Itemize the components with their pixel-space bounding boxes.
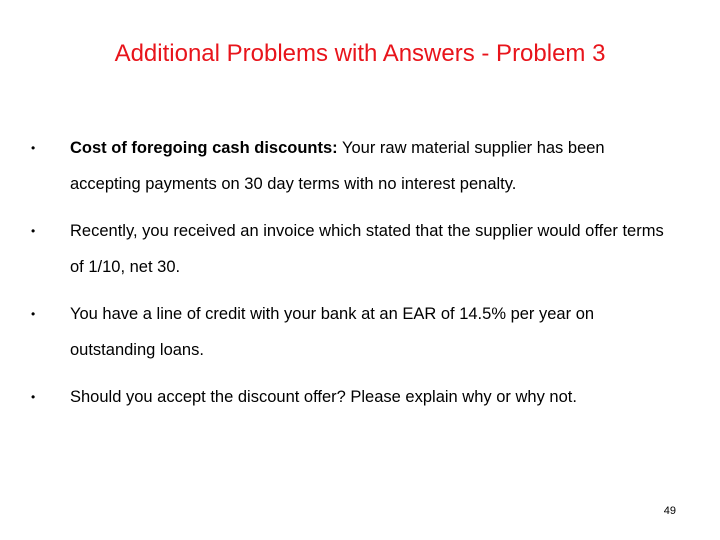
bullet-icon: • <box>31 224 36 238</box>
bullet-text: Your raw material supplier has been accepting payments on 30 day terms with no interest penalty. <box>70 139 605 193</box>
bullet-text: Recently, you received an invoice which stated that the supplier would offer terms of 1/10, net 30. <box>70 222 664 276</box>
slide-title: Additional Problems with Answers - Problem 3 <box>114 40 606 67</box>
bullet-icon: • <box>31 307 36 321</box>
bullet-lead-text: Cost of foregoing cash discounts: <box>70 139 338 157</box>
bullet-item-question <box>0 379 720 415</box>
page-number: 49 <box>663 505 676 517</box>
bullet-text: You have a line of credit with your bank at an EAR of 14.5% per year on outstanding loans. <box>70 305 595 359</box>
bullet-list <box>0 130 720 426</box>
bullet-text: Should you accept the discount offer? Please explain why or why not. <box>70 388 577 406</box>
bullet-item-invoice-terms <box>0 213 720 285</box>
bullet-item-cash-discounts <box>0 130 720 202</box>
bullet-icon: • <box>31 141 36 155</box>
bullet-icon: • <box>31 390 36 404</box>
bullet-item-line-of-credit <box>0 296 720 368</box>
